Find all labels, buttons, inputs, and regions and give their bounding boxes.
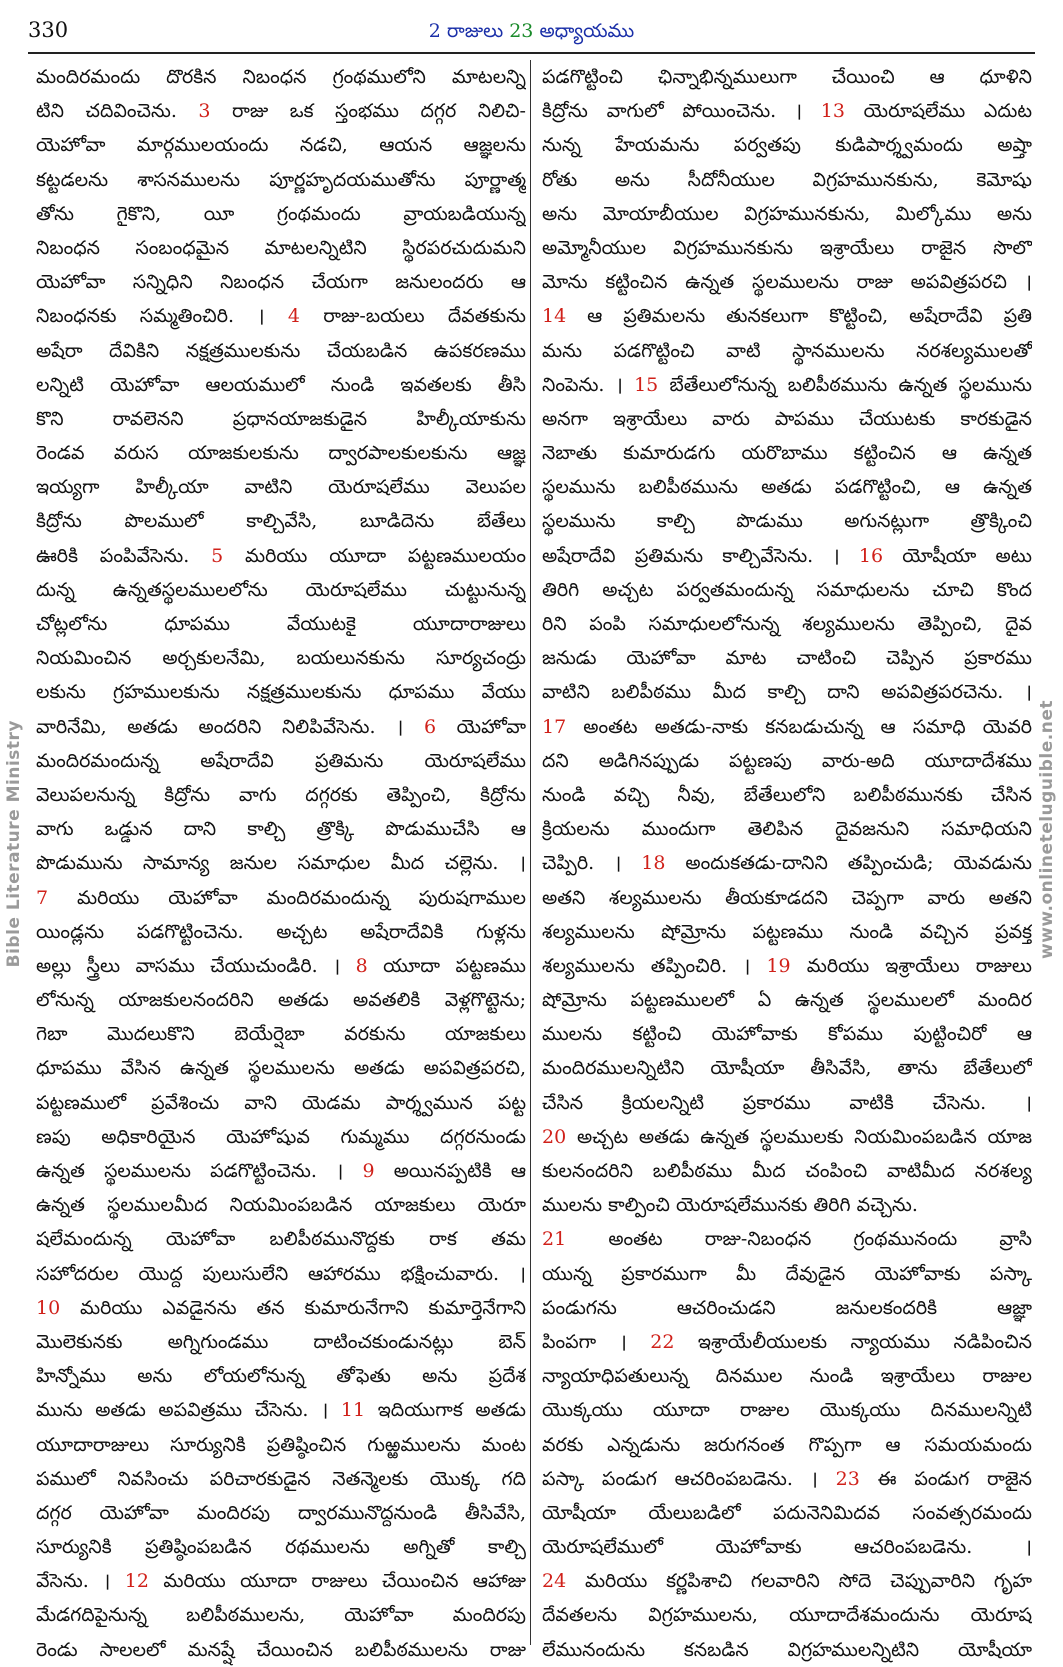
page-number: 330 [28,18,69,42]
verse-text: తిరిగి అచ్చట పర్వతమందున్న సమాధులను చూచి కొంద [542,578,1032,601]
side-watermark-left: Bible Literature Ministry [4,720,24,968]
text-line [542,1086,1032,1120]
verse-number: 5 [211,544,224,567]
verse-text: యోషీయా అటు [883,544,1032,567]
verse-text: నియమించిన అర్చకులనేమి, బయలునకును సూర్యచంద్రు [36,647,526,670]
text-line [542,334,1032,368]
text-line [36,1530,526,1564]
verse-text: సహోదరుల యొద్ద పులుసులేని ఆహారము భక్షించువారు. । [36,1262,526,1285]
verse-number: 10 [36,1296,61,1319]
verse-number: 19 [766,954,791,977]
verse-text: ఇదియుగాక అతడు [365,1399,526,1422]
text-line [36,573,526,607]
verse-text: మేడగదిపైనున్న బలిపీఠములను, యెహోవా మందిరపు [36,1604,526,1627]
verse-text: అంతట అతడు-నాకు కనబడుచున్న ఆ సమాధి యెవరి [566,715,1032,738]
verse-text: శల్యములను షోమ్రోను పట్టణము నుండి వచ్చిన ప్రవక్త [542,920,1032,943]
text-line [36,402,526,436]
text-line [542,128,1032,162]
verse-text: వెలుపలనున్న కిద్రోను వాగు దగ్గరకు తెప్పించి, కిద్రోను [36,783,526,806]
verse-number: 15 [634,373,659,396]
text-line [542,915,1032,949]
verse-text: షలేమందున్న యెహోవా బలిపీఠమునొద్దకు రాక తమ [36,1228,526,1251]
text-line [36,778,526,812]
left-column [36,60,526,1667]
text-line [542,744,1032,778]
verse-text: మరియు ఎవడైనను తన కుమారునేగాని కుమార్తెనేగాని [60,1296,526,1319]
text-line [542,675,1032,709]
text-line [36,436,526,470]
verse-text: కిద్రోను పొలములో కాల్చివేసి, బూడిదెను బేతేలు [36,510,526,533]
verse-text: చెప్పిరి. । [542,852,642,875]
verse-text: స్థలమును కాల్చి పొడుము అగునట్లుగా త్రొక్కించి [542,510,1032,533]
text-line [36,539,526,573]
text-line [36,1257,526,1291]
verse-number: 20 [542,1125,567,1148]
text-line [36,607,526,641]
verse-text: లకును గ్రహములకును నక్షత్రములకును ధూపము వేయు [36,681,526,704]
verse-text: యెరూషలేములో యెహోవాకు ఆచరింపబడెను. । [542,1536,1032,1559]
text-line [36,710,526,744]
text-line [36,1222,526,1256]
verse-text: షోమ్రోను పట్టణములలో ఏ ఉన్నత స్థలములలో మందిర [542,989,1032,1012]
verse-text: మందిరములన్నిటిని యోషీయా తీసివేసి, తాను బేతేలులో [542,1057,1032,1080]
verse-text: టిని చదివించెను. [36,100,199,123]
text-line [36,1188,526,1222]
verse-text: యోషీయా యేలుబడిలో పదునెనిమిదవ సంవత్సరమందు [542,1501,1032,1524]
verse-text: క్రియలను ముందుగా తెలిపిన దైవజనుని సమాధియని [542,818,1032,841]
text-line [36,915,526,949]
text-line [542,299,1032,333]
text-line [36,197,526,231]
text-line [36,881,526,915]
verse-text: యెహోవా మార్గములయందు నడచి, ఆయన ఆజ్ఞలను [36,134,526,157]
verse-text: మోను కట్టించిన ఉన్నత స్థలములను రాజు అపవిత్రపరచి । [542,271,1032,294]
verse-text: దేవతలను విగ్రహములను, యూదాదేశమందును యెరూష [542,1604,1032,1627]
verse-text: యెహోవా [436,715,526,738]
text-line [36,163,526,197]
text-line [542,1120,1032,1154]
text-line [542,1496,1032,1530]
verse-text: వాగు ఒడ్డున దాని కాల్చి త్రొక్కి పొడుముచేసి ఆ [36,818,526,841]
verse-text: చోట్లలోను ధూపము వేయుటకై యూదారాజులు [36,613,526,635]
header-rule [28,52,1035,54]
verse-text: అషేరాదేవి ప్రతిమను కాల్చివేసెను. । [542,544,859,567]
verse-text: మరియు యూదా రాజులు చేయించిన ఆహాజు [148,1570,526,1593]
text-line [542,1154,1032,1188]
verse-text: పడగొట్టించి ఛిన్నాభిన్నములుగా చేయించి ఆ ధూళిని [542,66,1032,88]
verse-text: జనుడు యెహోవా మాట చాటించి చెప్పిన ప్రకారము [542,647,1032,670]
verse-text: ఊరికి పంపివేసెను. [36,544,212,567]
text-line [542,1188,1032,1222]
verse-text: మొలెకునకు అగ్నిగుండము దాటించకుండునట్లు బెన్ [36,1330,526,1353]
verse-text: రెండవ వరుస యాజకులకును ద్వారపాలకులకును ఆజ్ఞ [36,442,526,465]
text-line [36,1359,526,1393]
verse-text: నుండి వచ్చి నీవు, బేతేలులోని బలిపీఠమునకు చేసిన [542,783,1032,806]
text-line [36,504,526,538]
verse-text: స్థలమును బలిపీఠమును అతడు పడగొట్టించి, ఆ ఉన్నత [542,476,1032,499]
verse-text: పింపగా । [542,1330,651,1353]
verse-text: వారినేమి, అతడు అందరిని నిలిపివేసెను. । [36,715,424,738]
text-line [542,368,1032,402]
text-line [36,949,526,983]
text-line [36,368,526,402]
verse-text: అమ్మోనీయుల విగ్రహమునకును ఇశ్రాయేలు రాజైన సొలొ [542,236,1032,259]
verse-text: మరియు యెహోవా మందిరమందున్న పురుషగాముల [48,886,526,909]
text-line [542,1291,1032,1325]
text-line [36,1633,526,1667]
text-line [542,778,1032,812]
verse-text: యెరూషలేము ఎదుట [844,100,1032,123]
text-line [542,1051,1032,1085]
text-line [542,1359,1032,1393]
text-line [36,1462,526,1496]
verse-text: అందుకతడు-దానిని తప్పించుడి; యెవడును [665,852,1032,875]
verse-text: ఉన్నత స్థలములమీద నియమింపబడిన యాజకులు యెరూ [36,1194,526,1217]
text-line [36,1154,526,1188]
verse-text: ణపు అధికారియైన యెహోషువ గుమ్మము దగ్గరనుండు [36,1125,526,1148]
text-line [542,470,1032,504]
verse-text: బేతేలులోనున్న బలిపీఠమును ఉన్నత స్థలమును [658,373,1032,396]
verse-text: అతని శల్యములను తీయకూడదని చెప్పగా వారు అతని [542,886,1032,909]
verse-text: అషేరా దేవికిని నక్షత్రములకును చేయబడిన ఉపకరణము [36,339,526,362]
verse-number: 11 [340,1399,366,1422]
text-line [542,436,1032,470]
text-line [36,470,526,504]
verse-text: తోను గైకొని, యీ గ్రంథమందు వ్రాయబడియున్న [36,202,526,225]
verse-number: 13 [820,100,845,123]
text-line [542,641,1032,675]
side-watermark-right: www.onlineteluguible.net [1037,700,1057,959]
verse-number: 14 [542,305,567,328]
text-line [36,675,526,709]
verse-number: 23 [835,1467,860,1490]
verse-number: 6 [423,715,437,738]
verse-number: 16 [858,544,884,567]
verse-text: అల్లు స్త్రీలు వాసము చేయుచుండిరి. । [36,954,356,977]
verse-text: అంతట రాజు-నిబంధన గ్రంథమునందు వ్రాసి [566,1228,1032,1251]
verse-text: గెబా మొదలుకొని బెయేర్షెబా వరకును యాజకులు [36,1023,526,1046]
verse-text: పములో నివసించు పరిచారకుడైన నెతన్మెలకు యొక్క గది [36,1467,526,1490]
verse-text: యూదారాజులు సూర్యునికి ప్రతిష్ఠించిన గుఱ్ఱములను మంట [36,1433,526,1456]
verse-text: ఉన్నత స్థలములను పడగొట్టించెను. । [36,1160,363,1182]
text-line [36,1496,526,1530]
text-line [542,983,1032,1017]
text-line [36,94,526,128]
text-line [542,94,1032,128]
verse-number: 3 [198,100,211,123]
column-divider [530,60,531,1645]
chapter-word: అధ్యాయము [539,20,635,42]
verse-text: రాజు-బయలు దేవతకును [299,305,526,328]
verse-text: కొని రావలెనని ప్రధానయాజకుడైన హిల్కీయాకును [36,407,526,430]
verse-text: నెబాతు కుమారుడగు యరొబాము కట్టించిన ఆ ఉన్నత [542,442,1032,465]
verse-text: మరియు ఇశ్రాయేలు రాజులు [790,954,1032,977]
text-line [542,1428,1032,1462]
verse-number: 12 [124,1570,149,1593]
verse-text: అనగా ఇశ్రాయేలు వారు పాపము చేయుటకు కారకుడైన [542,407,1032,430]
verse-text: అచ్చట అతడు ఉన్నత స్థలములకు నియమింపబడిన యాజ [566,1125,1032,1148]
text-line [542,1393,1032,1427]
text-line [36,983,526,1017]
verse-text: వేసెను. । [36,1570,125,1593]
verse-text: అను మోయాబీయుల విగ్రహమునకును, మిల్కోము అను [542,202,1032,225]
verse-text: పస్కా పండుగ ఆచరింపబడెను. । [542,1467,836,1490]
text-line [36,812,526,846]
verse-text: సూర్యునికి ప్రతిష్ఠింపబడిన రథములను అగ్నితో కాల్చి [36,1536,526,1559]
verse-text: మందిరమందున్న అషేరాదేవి ప్రతిమను యెరూషలేము [36,749,526,772]
verse-text: దని అడిగినప్పుడు పట్టణపు వారు-అది యూదాదేశము [542,749,1032,772]
text-line [542,846,1032,880]
verse-text: నింపెను. । [542,373,635,396]
verse-text: యున్న ప్రకారముగా మీ దేవుడైన యెహోవాకు పస్కా [542,1262,1032,1285]
text-line [542,710,1032,744]
verse-text: రిని పంపి సమాధులలోనున్న శల్యములను తెప్పించి, దైవ [542,613,1032,635]
text-line [542,1222,1032,1256]
verse-text: నున్న హేయమను పర్వతపు కుడిపార్శ్వమందు అష్తా [542,134,1032,157]
verse-text: మను పడగొట్టించి వాటి స్థానములను నరశల్యములతో [542,339,1032,362]
verse-text: కిద్రోను వాగులో పోయించెను. । [542,100,821,123]
verse-number: 9 [362,1160,375,1182]
text-line [36,1325,526,1359]
verse-number: 21 [542,1228,567,1251]
text-line [36,744,526,778]
verse-text: ములను కట్టించి యెహోవాకు కోపము పుట్టించిరో ఆ [542,1023,1032,1046]
text-line [542,949,1032,983]
verse-text: ఈ పండుగ రాజైన [859,1467,1032,1490]
verse-text: కులనందరిని బలిపీఠము మీద చంపించి వాటిమీద నరశల్య [542,1160,1032,1182]
verse-text: నిబంధనకు సమ్మతించిరి. । [36,305,288,328]
verse-text: రోతు అను సీదోనీయుల విగ్రహమునకును, కెమోషు [542,168,1032,191]
verse-text: ఇశ్రాయేలీయులకు న్యాయము నడిపించిన [674,1330,1032,1353]
text-line [542,539,1032,573]
text-line [542,504,1032,538]
verse-text: పొడుమును సామాన్య జనుల సమాధుల మీద చల్లెను. । [36,852,526,875]
verse-text: యిండ్లను పడగొట్టించెను. అచ్చట అషేరాదేవికి గుళ్లను [36,920,526,943]
text-line [36,1120,526,1154]
verse-text: మరియు కర్ణపిశాచి గలవారిని సోదె చెప్పువారిని గృహ [566,1570,1032,1593]
text-line [36,265,526,299]
verse-number: 17 [542,715,567,738]
text-line [542,1633,1032,1667]
verse-text: మందిరమందు దొరకిన నిబంధన గ్రంథములోని మాటలన్ని [36,66,526,88]
verse-text: యొక్కయు యూదా రాజుల యొక్కయు దినములన్నిటి [542,1399,1032,1422]
text-line [36,1564,526,1598]
verse-text: లన్నిటి యెహోవా ఆలయములో నుండి ఇవతలకు తీసి [36,373,526,396]
verse-number: 7 [36,886,49,909]
verse-text: ములను కాల్పించి యెరూషలేమునకు తిరిగి వచ్చెను. [542,1194,918,1217]
verse-text: రాజు ఒక స్తంభము దగ్గర నిలిచి- [210,100,526,123]
text-line [542,1462,1032,1496]
verse-text: ఆ ప్రతిమలను తునకలుగా కొట్టించి, అషేరాదేవి ప్రతి [566,305,1032,328]
verse-text: దున్న ఉన్నతస్థలములలోను యెరూషలేము చుట్టునున్న [36,578,526,601]
verse-number: 8 [355,954,368,977]
verse-text: హిన్నోము అను లోయలోనున్న తోఫెతు అను ప్రదేశ [36,1365,526,1388]
text-line [542,163,1032,197]
verse-text: ఇయ్యగా హిల్కీయా వాటిని యెరూషలేము వెలుపల [36,476,526,499]
text-line [542,402,1032,436]
verse-text: వరకు ఎన్నడును జరుగనంత గొప్పగా ఆ సమయమందు [542,1433,1032,1456]
verse-text: యూదా పట్టణము [367,954,526,977]
verse-text: యెహోవా సన్నిధిని నిబంధన చేయగా జనులందరు ఆ [36,271,526,294]
text-line [542,573,1032,607]
text-line [542,1598,1032,1632]
right-column [542,60,1032,1667]
text-line [36,60,526,94]
text-line [542,1530,1032,1564]
text-line [36,231,526,265]
verse-text: పండుగను ఆచరించుడని జనులకందరికి ఆజ్ఞా [542,1296,1032,1319]
verse-number: 24 [542,1570,567,1593]
text-line [36,846,526,880]
verse-text: దగ్గర యెహోవా మందిరపు ద్వారమునొద్దనుండి తీసివేసి, [36,1501,526,1524]
running-head [0,20,1063,47]
text-line [542,1325,1032,1359]
verse-text: లోనున్న యాజకులనందరిని అతడు అవతలికి వెళ్లగొట్టెను; [36,989,526,1012]
text-line [36,1086,526,1120]
text-line [542,1564,1032,1598]
verse-text: అయినప్పటికి ఆ [374,1160,526,1182]
verse-number: 22 [650,1330,675,1353]
text-line [36,1598,526,1632]
verse-text: శల్యములను తప్పించిరి. । [542,954,767,977]
text-line [36,299,526,333]
text-line [542,265,1032,299]
text-line [542,607,1032,641]
text-line [36,334,526,368]
chapter-number: 23 [509,20,534,42]
text-line [36,128,526,162]
text-line [36,641,526,675]
text-line [36,1017,526,1051]
text-line [36,1051,526,1085]
text-line [542,881,1032,915]
verse-text: పట్టణములో ప్రవేశించు వాని యెడమ పార్శ్వమున పట్ట [36,1091,526,1114]
text-line [542,231,1032,265]
verse-text: న్యాయాధిపతులున్న దినముల నుండి ఇశ్రాయేలు రాజుల [542,1365,1032,1388]
verse-text: కట్టడలను శాసనములను పూర్ణహృదయముతోను పూర్ణాత్మ [36,168,526,191]
text-line [542,812,1032,846]
verse-text: రెండు సాలలలో మనష్షే చేయించిన బలిపీఠములను రాజు [36,1638,526,1661]
verse-text: లేమునందును కనబడిన విగ్రహములన్నిటిని యోషీయా [542,1638,1032,1661]
verse-text: ధూపము వేసిన ఉన్నత స్థలములను అతడు అపవిత్రపరచి, [36,1057,526,1080]
verse-number: 18 [641,852,666,875]
text-line [542,60,1032,94]
verse-number: 4 [287,305,300,328]
text-line [36,1428,526,1462]
verse-text: నిబంధన సంబంధమైన మాటలన్నిటిని స్థిరపరచుదుమని [36,236,526,259]
book-name: 2 రాజులు [428,20,504,42]
verse-text: మును అతడు అపవిత్రము చేసెను. । [36,1399,341,1422]
verse-text: చేసిన క్రియలన్నిటి ప్రకారము వాటికి చేసెను. । [542,1091,1032,1114]
verse-text: వాటిని బలిపీఠము మీద కాల్చి దాని అపవిత్రపరచెను. । [542,681,1032,704]
text-line [36,1291,526,1325]
text-line [542,197,1032,231]
text-line [542,1257,1032,1291]
verse-text: మరియు యూదా పట్టణములయం [223,544,526,567]
text-line [36,1393,526,1427]
text-line [542,1017,1032,1051]
